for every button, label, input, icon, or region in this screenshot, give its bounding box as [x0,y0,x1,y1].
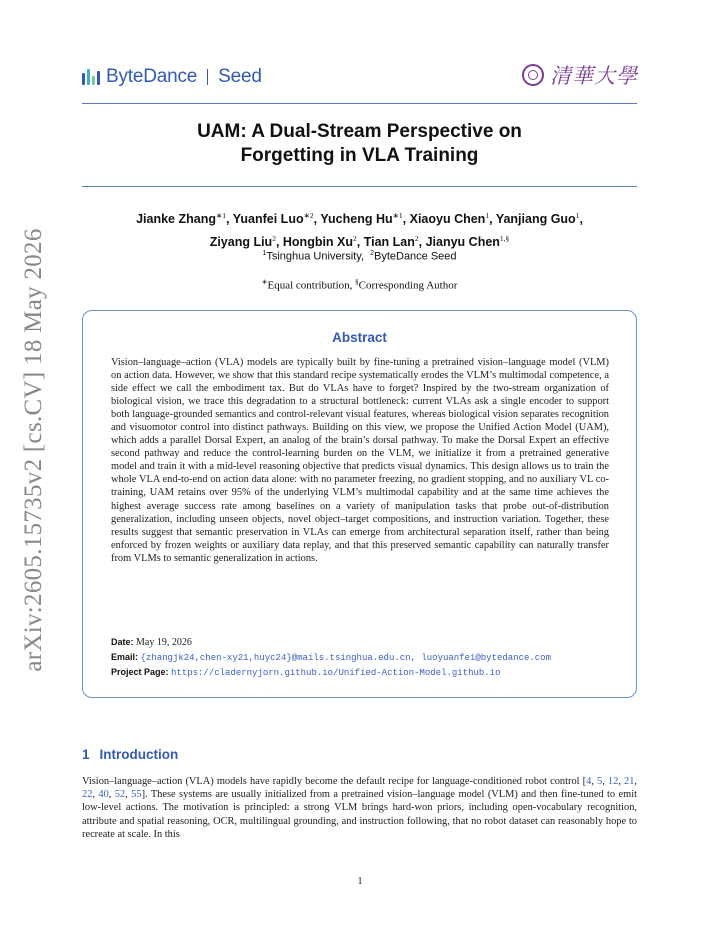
citation[interactable]: 22 [82,789,93,801]
tsinghua-seal-icon [522,64,544,86]
author: Jianke Zhang$^{∗1}$ [136,211,227,227]
author: Tian Lan$^2$ [363,234,419,250]
abstract-text: Vision–language–action (VLA) models are typically built by fine-tuning a pretrained vision–language model (VLM) on action data. However, we show that this standard recipe systematically erodes the VLM’s multimodal competence, a side effect we call the embodiment tax. But do VLAs have to forget? Inspired by the two-stream organization of biological vision, we trace this degradation to a structural bottleneck: current VLAs ask a single encoder to support both language-grounded semantics and control-relevant visual features, whereas biological vision separates recognition and visuomotor control into distinct pathways. Building on this view, we propose the Unified Action Model (UAM), which adds a parallel Dorsal Expert, an analog of the brain’s dorsal pathway. To make the Dorsal Expert an effective second pathway and reduce the control-learning burden on the VLM, we initialize it from a pretrained generative model and train it with a mid-level reasoning objective that predicts visual dynamics. This design allows us to train the whole VLA end-to-end on action data alone: with no parameter freezing, no gradient stopping, and no auxiliary VL co-training, UAM retains over 95% of the underlying VLM’s multimodal capability and at the same time achieves the highest average success rate among baselines on a variety of manipulation tasks that probe out-of-distribution generalization, including unseen objects, novel object–target compositions, and instruction variation. Together, these results suggest that semantic preservation in VLAs can emerge from architectural separation itself, rather than being enforced by frozen weights or auxiliary data replay, and that this preserved semantic capability can naturally transfer from VLMs to semantic generalization in actions. [111,357,609,564]
email-link[interactable]: {zhangjk24,chen-xy21,huyc24}@mails.tsinghua.edu.cn, luoyuanfei@bytedance.com [140,653,551,663]
citation[interactable]: 52 [114,789,126,801]
author: Yuanfei Luo$^{∗2}$ [232,211,314,227]
title-rule [82,186,637,187]
email-line [111,652,551,663]
citation[interactable]: 5 [597,776,603,787]
bytedance-seed-logo [82,66,262,88]
tsinghua-logo [522,60,638,90]
author: Hongbin Xu$^2$ [282,234,357,250]
logo-divider [207,69,208,85]
tsinghua-wordmark: 清華大學 [550,64,638,88]
citation[interactable]: 55 [131,789,142,801]
author: Xiaoyu Chen$^1$ [409,211,490,227]
section-heading [82,747,178,762]
paper-title [82,120,637,168]
project-label: Project Page: [111,667,169,677]
date-line [111,637,192,648]
abstract-heading: Abstract [332,330,387,345]
bytedance-bars-icon [82,69,100,85]
bytedance-wordmark: ByteDance [106,66,198,87]
author: Jianyu Chen$^{1,\S}$ [425,234,510,250]
citation[interactable]: 21 [624,776,635,787]
intro-paragraph: Vision–language–action (VLA) models have rapidly become the default recipe for language-conditioned robot control [4, 5, 12, 21, 22, 40, 52, 55]. These systems are usually initialized from a pretrained vision–language model (VLM) and then fine-tuned to emit low-level actions. The motivation is principled: a strong VLM brings hard-won priors, including open-vocabulary recognition, attribute and spatial reasoning, OCR, multilingual grounding, and instruction following, that no robot dataset can reasonably hope to recreate at scale. In this [82,776,638,840]
date-value: May 19, 2026 [136,637,192,648]
arxiv-stamp: arXiv:2605.15735v2 [cs.CV] 18 May 2026 [20,228,47,672]
affiliation: Tsinghua University [266,250,361,263]
seed-wordmark: Seed [218,66,262,87]
author: Yanjiang Guo$^1$ [495,211,580,227]
page-number: 1 [357,876,363,887]
citation[interactable]: 40 [98,789,109,801]
header-rule [82,103,637,104]
citation[interactable]: 12 [607,776,619,787]
section-title: Introduction [99,747,179,762]
title-line-1: UAM: A Dual-Stream Perspective on [197,121,522,142]
title-line-2: Forgetting in VLA Training [240,145,479,166]
email-label: Email: [111,652,139,662]
author: Yucheng $Hu^{∗1}$ [320,211,403,227]
affiliations: $^1$Tsinghua University, $^2$ByteDance Seed [262,250,457,263]
section-number: 1 [82,747,90,762]
affiliation: ByteDance Seed [373,250,457,263]
project-page-link[interactable]: https://cladernyjorn.github.io/Unified-Action-Model.github.io [171,668,501,678]
project-line [111,667,501,678]
author: Ziyang Liu$^2$ [209,234,276,250]
contribution-note: ∗Equal contribution, §Corresponding Author [261,278,458,292]
date-label: Date: [111,637,134,647]
citation[interactable]: 4 [586,776,592,787]
author-list: Jianke Zhang$^{∗1}$, Yuanfei Luo$^{∗2}$, Yucheng $Hu^{∗1}$, Xiaoyu Chen$^1$, Yanjiang Guo$^1$, Ziyang Liu$^2$, Hongbin Xu$^2$, Tian Lan$^2$, Jianyu Chen$^{1,\S}$ [136,211,583,250]
